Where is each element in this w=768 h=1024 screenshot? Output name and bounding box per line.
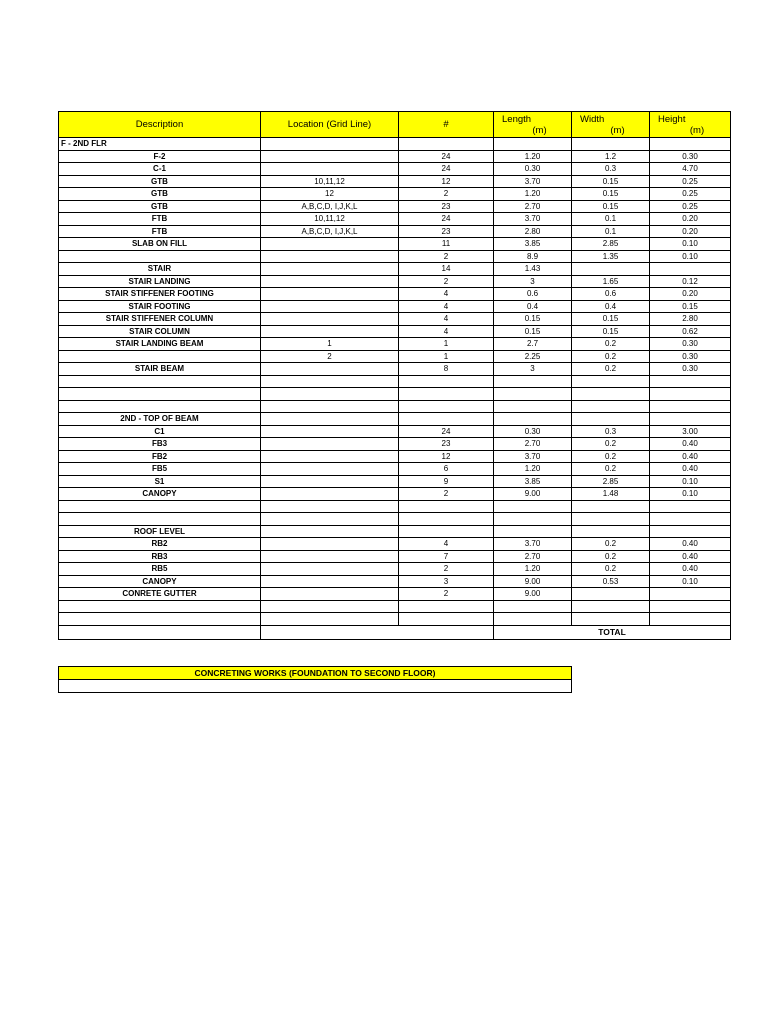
height-cell: 0.25 — [650, 188, 731, 201]
description-cell: CANOPY — [59, 575, 261, 588]
width-cell: 0.4 — [572, 300, 650, 313]
description-cell: ROOF LEVEL — [59, 525, 261, 538]
location-cell — [261, 238, 399, 251]
height-cell: 0.40 — [650, 438, 731, 451]
width-cell — [572, 525, 650, 538]
description-cell: STAIR STIFFENER COLUMN — [59, 313, 261, 326]
description-cell: GTB — [59, 175, 261, 188]
description-cell — [59, 500, 261, 513]
table-row — [59, 550, 731, 563]
width-cell: 0.15 — [572, 188, 650, 201]
height-cell — [650, 600, 731, 613]
height-cell: 0.20 — [650, 225, 731, 238]
count-cell — [399, 375, 494, 388]
total-row — [59, 625, 731, 639]
height-cell: 0.20 — [650, 213, 731, 226]
location-cell — [261, 313, 399, 326]
height-cell: 0.30 — [650, 338, 731, 351]
table-row — [59, 513, 731, 526]
description-cell: STAIR — [59, 263, 261, 276]
count-cell: 23 — [399, 438, 494, 451]
description-cell — [59, 250, 261, 263]
table-row — [59, 438, 731, 451]
length-cell: 3.70 — [494, 213, 572, 226]
location-cell — [261, 263, 399, 276]
description-cell — [59, 600, 261, 613]
table-row — [59, 225, 731, 238]
width-cell: 0.2 — [572, 463, 650, 476]
header-height — [650, 112, 731, 138]
height-cell — [650, 263, 731, 276]
length-cell: 3.70 — [494, 450, 572, 463]
table-header-row — [59, 112, 731, 138]
length-cell: 9.00 — [494, 488, 572, 501]
table-row — [59, 313, 731, 326]
description-cell: FB5 — [59, 463, 261, 476]
count-cell: 9 — [399, 475, 494, 488]
length-cell: 2.25 — [494, 350, 572, 363]
count-cell: 2 — [399, 188, 494, 201]
description-cell: FTB — [59, 225, 261, 238]
table-row — [59, 363, 731, 376]
description-cell: 2ND - TOP OF BEAM — [59, 413, 261, 426]
height-cell: 0.40 — [650, 550, 731, 563]
location-cell: 10,11,12 — [261, 213, 399, 226]
table-row — [59, 150, 731, 163]
table-row — [59, 250, 731, 263]
table-row — [59, 613, 731, 626]
description-cell — [59, 375, 261, 388]
width-cell: 0.15 — [572, 175, 650, 188]
location-cell: 12 — [261, 188, 399, 201]
location-cell — [261, 550, 399, 563]
table-row — [59, 563, 731, 576]
length-cell: 2.7 — [494, 338, 572, 351]
width-cell: 0.1 — [572, 225, 650, 238]
length-cell — [494, 413, 572, 426]
table-row — [59, 188, 731, 201]
width-cell: 2.85 — [572, 475, 650, 488]
width-cell: 0.2 — [572, 438, 650, 451]
height-cell: 0.40 — [650, 538, 731, 551]
width-cell — [572, 388, 650, 401]
width-cell: 0.15 — [572, 200, 650, 213]
length-cell: 1.20 — [494, 563, 572, 576]
height-cell — [650, 413, 731, 426]
width-cell — [572, 400, 650, 413]
count-cell: 2 — [399, 563, 494, 576]
header-count: # — [399, 112, 494, 138]
description-cell — [59, 400, 261, 413]
header-width — [572, 112, 650, 138]
height-cell: 0.10 — [650, 488, 731, 501]
header-height-unit: (m) — [689, 124, 705, 136]
height-cell: 0.30 — [650, 363, 731, 376]
width-cell — [572, 138, 650, 151]
description-cell: STAIR FOOTING — [59, 300, 261, 313]
table-row — [59, 413, 731, 426]
location-cell — [261, 588, 399, 601]
table-row — [59, 425, 731, 438]
location-cell — [261, 450, 399, 463]
description-cell: FB2 — [59, 450, 261, 463]
table-row — [59, 325, 731, 338]
description-cell: RB3 — [59, 550, 261, 563]
summary-blank-cell — [59, 680, 572, 693]
width-cell: 0.2 — [572, 550, 650, 563]
height-cell: 0.25 — [650, 200, 731, 213]
length-cell — [494, 500, 572, 513]
description-cell: CANOPY — [59, 488, 261, 501]
location-cell — [261, 275, 399, 288]
table-body — [59, 138, 731, 626]
table-row — [59, 600, 731, 613]
count-cell — [399, 525, 494, 538]
length-cell: 0.6 — [494, 288, 572, 301]
table-row — [59, 238, 731, 251]
width-cell: 2.85 — [572, 238, 650, 251]
header-width-unit: (m) — [610, 124, 625, 136]
header-length — [494, 112, 572, 138]
description-cell: GTB — [59, 200, 261, 213]
count-cell: 4 — [399, 325, 494, 338]
count-cell — [399, 500, 494, 513]
count-cell: 2 — [399, 275, 494, 288]
width-cell — [572, 588, 650, 601]
table-row — [59, 488, 731, 501]
width-cell: 0.15 — [572, 325, 650, 338]
description-cell: F-2 — [59, 150, 261, 163]
location-cell — [261, 163, 399, 176]
description-cell: STAIR STIFFENER FOOTING — [59, 288, 261, 301]
width-cell: 0.1 — [572, 213, 650, 226]
length-cell: 0.30 — [494, 163, 572, 176]
width-cell — [572, 600, 650, 613]
description-cell: C1 — [59, 425, 261, 438]
height-cell: 2.80 — [650, 313, 731, 326]
count-cell: 4 — [399, 313, 494, 326]
table-row — [59, 525, 731, 538]
header-length-label: Length — [502, 113, 532, 125]
table-row — [59, 450, 731, 463]
table-row — [59, 288, 731, 301]
location-cell: A,B,C,D, I,J,K,L — [261, 225, 399, 238]
width-cell — [572, 513, 650, 526]
length-cell: 9.00 — [494, 575, 572, 588]
location-cell — [261, 575, 399, 588]
description-cell: STAIR LANDING BEAM — [59, 338, 261, 351]
width-cell: 0.2 — [572, 450, 650, 463]
height-cell — [650, 613, 731, 626]
header-description: Description — [59, 112, 261, 138]
header-length-unit: (m) — [532, 124, 547, 136]
height-cell: 0.15 — [650, 300, 731, 313]
count-cell: 24 — [399, 150, 494, 163]
table-row — [59, 338, 731, 351]
location-cell: A,B,C,D, I,J,K,L — [261, 200, 399, 213]
width-cell — [572, 263, 650, 276]
description-cell: FB3 — [59, 438, 261, 451]
count-cell: 24 — [399, 213, 494, 226]
length-cell: 2.70 — [494, 438, 572, 451]
description-cell: STAIR BEAM — [59, 363, 261, 376]
total-blank-cell — [261, 625, 494, 639]
length-cell — [494, 513, 572, 526]
length-cell — [494, 600, 572, 613]
height-cell — [650, 400, 731, 413]
quantity-table — [58, 111, 731, 640]
height-cell: 0.20 — [650, 288, 731, 301]
count-cell: 1 — [399, 350, 494, 363]
header-location: Location (Grid Line) — [261, 112, 399, 138]
height-cell: 4.70 — [650, 163, 731, 176]
table-row — [59, 213, 731, 226]
height-cell: 0.30 — [650, 150, 731, 163]
width-cell — [572, 613, 650, 626]
count-cell — [399, 513, 494, 526]
location-cell — [261, 150, 399, 163]
width-cell: 0.53 — [572, 575, 650, 588]
table-row — [59, 575, 731, 588]
location-cell — [261, 250, 399, 263]
description-cell: STAIR COLUMN — [59, 325, 261, 338]
location-cell — [261, 600, 399, 613]
height-cell: 0.62 — [650, 325, 731, 338]
height-cell: 0.30 — [650, 350, 731, 363]
length-cell: 2.80 — [494, 225, 572, 238]
width-cell: 1.48 — [572, 488, 650, 501]
length-cell — [494, 138, 572, 151]
count-cell: 8 — [399, 363, 494, 376]
description-cell: FTB — [59, 213, 261, 226]
table-row — [59, 263, 731, 276]
table-row — [59, 388, 731, 401]
height-cell: 0.10 — [650, 475, 731, 488]
height-cell — [650, 525, 731, 538]
description-cell: F - 2ND FLR — [59, 138, 261, 151]
description-cell: SLAB ON FILL — [59, 238, 261, 251]
location-cell — [261, 538, 399, 551]
length-cell: 0.4 — [494, 300, 572, 313]
location-cell — [261, 525, 399, 538]
width-cell: 1.35 — [572, 250, 650, 263]
count-cell: 12 — [399, 175, 494, 188]
location-cell: 1 — [261, 338, 399, 351]
width-cell: 0.3 — [572, 163, 650, 176]
width-cell — [572, 375, 650, 388]
height-cell: 0.25 — [650, 175, 731, 188]
count-cell: 4 — [399, 288, 494, 301]
location-cell — [261, 500, 399, 513]
location-cell — [261, 400, 399, 413]
count-cell: 23 — [399, 225, 494, 238]
location-cell — [261, 563, 399, 576]
width-cell: 1.65 — [572, 275, 650, 288]
length-cell: 1.20 — [494, 150, 572, 163]
height-cell: 0.10 — [650, 575, 731, 588]
length-cell: 0.15 — [494, 325, 572, 338]
count-cell — [399, 388, 494, 401]
count-cell — [399, 138, 494, 151]
height-cell: 3.00 — [650, 425, 731, 438]
description-cell: RB5 — [59, 563, 261, 576]
total-label: TOTAL — [494, 625, 731, 639]
table-row — [59, 163, 731, 176]
table-row — [59, 275, 731, 288]
description-cell: GTB — [59, 188, 261, 201]
length-cell: 0.15 — [494, 313, 572, 326]
width-cell — [572, 500, 650, 513]
width-cell: 1.2 — [572, 150, 650, 163]
table-row — [59, 538, 731, 551]
height-cell — [650, 588, 731, 601]
location-cell — [261, 513, 399, 526]
location-cell — [261, 325, 399, 338]
count-cell: 24 — [399, 425, 494, 438]
location-cell — [261, 425, 399, 438]
description-cell — [59, 350, 261, 363]
table-row — [59, 588, 731, 601]
count-cell: 24 — [399, 163, 494, 176]
count-cell: 7 — [399, 550, 494, 563]
length-cell — [494, 388, 572, 401]
width-cell: 0.2 — [572, 350, 650, 363]
width-cell: 0.6 — [572, 288, 650, 301]
count-cell: 2 — [399, 488, 494, 501]
summary-table — [58, 666, 572, 693]
count-cell: 6 — [399, 463, 494, 476]
count-cell: 23 — [399, 200, 494, 213]
count-cell — [399, 413, 494, 426]
length-cell: 9.00 — [494, 588, 572, 601]
table-row — [59, 475, 731, 488]
table-row — [59, 463, 731, 476]
height-cell — [650, 388, 731, 401]
location-cell — [261, 613, 399, 626]
count-cell: 1 — [399, 338, 494, 351]
length-cell: 3.85 — [494, 238, 572, 251]
count-cell: 2 — [399, 250, 494, 263]
width-cell — [572, 413, 650, 426]
height-cell — [650, 500, 731, 513]
table-row — [59, 350, 731, 363]
count-cell — [399, 613, 494, 626]
table-row — [59, 200, 731, 213]
table-row — [59, 500, 731, 513]
count-cell — [399, 400, 494, 413]
length-cell: 3.70 — [494, 175, 572, 188]
width-cell: 0.2 — [572, 363, 650, 376]
count-cell: 4 — [399, 538, 494, 551]
height-cell: 0.12 — [650, 275, 731, 288]
length-cell: 1.20 — [494, 463, 572, 476]
length-cell: 1.43 — [494, 263, 572, 276]
summary-blank-row — [59, 680, 572, 693]
height-cell: 0.40 — [650, 563, 731, 576]
width-cell: 0.2 — [572, 538, 650, 551]
description-cell — [59, 513, 261, 526]
summary-title-row — [59, 667, 572, 680]
total-blank-cell — [59, 625, 261, 639]
length-cell — [494, 613, 572, 626]
description-cell: RB2 — [59, 538, 261, 551]
count-cell: 14 — [399, 263, 494, 276]
location-cell — [261, 475, 399, 488]
table-row — [59, 375, 731, 388]
location-cell — [261, 488, 399, 501]
description-cell: STAIR LANDING — [59, 275, 261, 288]
count-cell: 3 — [399, 575, 494, 588]
table-row — [59, 138, 731, 151]
location-cell — [261, 300, 399, 313]
header-height-label: Height — [658, 113, 686, 125]
description-cell: C-1 — [59, 163, 261, 176]
location-cell — [261, 363, 399, 376]
height-cell: 0.40 — [650, 450, 731, 463]
length-cell — [494, 525, 572, 538]
length-cell: 3 — [494, 363, 572, 376]
location-cell: 2 — [261, 350, 399, 363]
location-cell — [261, 438, 399, 451]
width-cell: 0.15 — [572, 313, 650, 326]
description-cell — [59, 613, 261, 626]
height-cell: 0.10 — [650, 238, 731, 251]
count-cell — [399, 600, 494, 613]
length-cell: 3 — [494, 275, 572, 288]
description-cell — [59, 388, 261, 401]
height-cell — [650, 513, 731, 526]
length-cell — [494, 400, 572, 413]
length-cell: 3.70 — [494, 538, 572, 551]
summary-title: CONCRETING WORKS (FOUNDATION TO SECOND FLOOR) — [59, 667, 572, 680]
length-cell — [494, 375, 572, 388]
count-cell: 4 — [399, 300, 494, 313]
location-cell — [261, 288, 399, 301]
length-cell: 8.9 — [494, 250, 572, 263]
count-cell: 11 — [399, 238, 494, 251]
table-row — [59, 400, 731, 413]
table-row — [59, 300, 731, 313]
table-row — [59, 175, 731, 188]
length-cell: 0.30 — [494, 425, 572, 438]
height-cell: 0.40 — [650, 463, 731, 476]
length-cell: 1.20 — [494, 188, 572, 201]
count-cell: 2 — [399, 588, 494, 601]
height-cell — [650, 138, 731, 151]
count-cell: 12 — [399, 450, 494, 463]
length-cell: 2.70 — [494, 200, 572, 213]
length-cell: 3.85 — [494, 475, 572, 488]
description-cell: CONRETE GUTTER — [59, 588, 261, 601]
height-cell: 0.10 — [650, 250, 731, 263]
height-cell — [650, 375, 731, 388]
location-cell: 10,11,12 — [261, 175, 399, 188]
location-cell — [261, 413, 399, 426]
header-width-label: Width — [580, 113, 605, 125]
location-cell — [261, 388, 399, 401]
width-cell: 0.2 — [572, 563, 650, 576]
description-cell: S1 — [59, 475, 261, 488]
width-cell: 0.2 — [572, 338, 650, 351]
width-cell: 0.3 — [572, 425, 650, 438]
location-cell — [261, 375, 399, 388]
location-cell — [261, 138, 399, 151]
location-cell — [261, 463, 399, 476]
length-cell: 2.70 — [494, 550, 572, 563]
